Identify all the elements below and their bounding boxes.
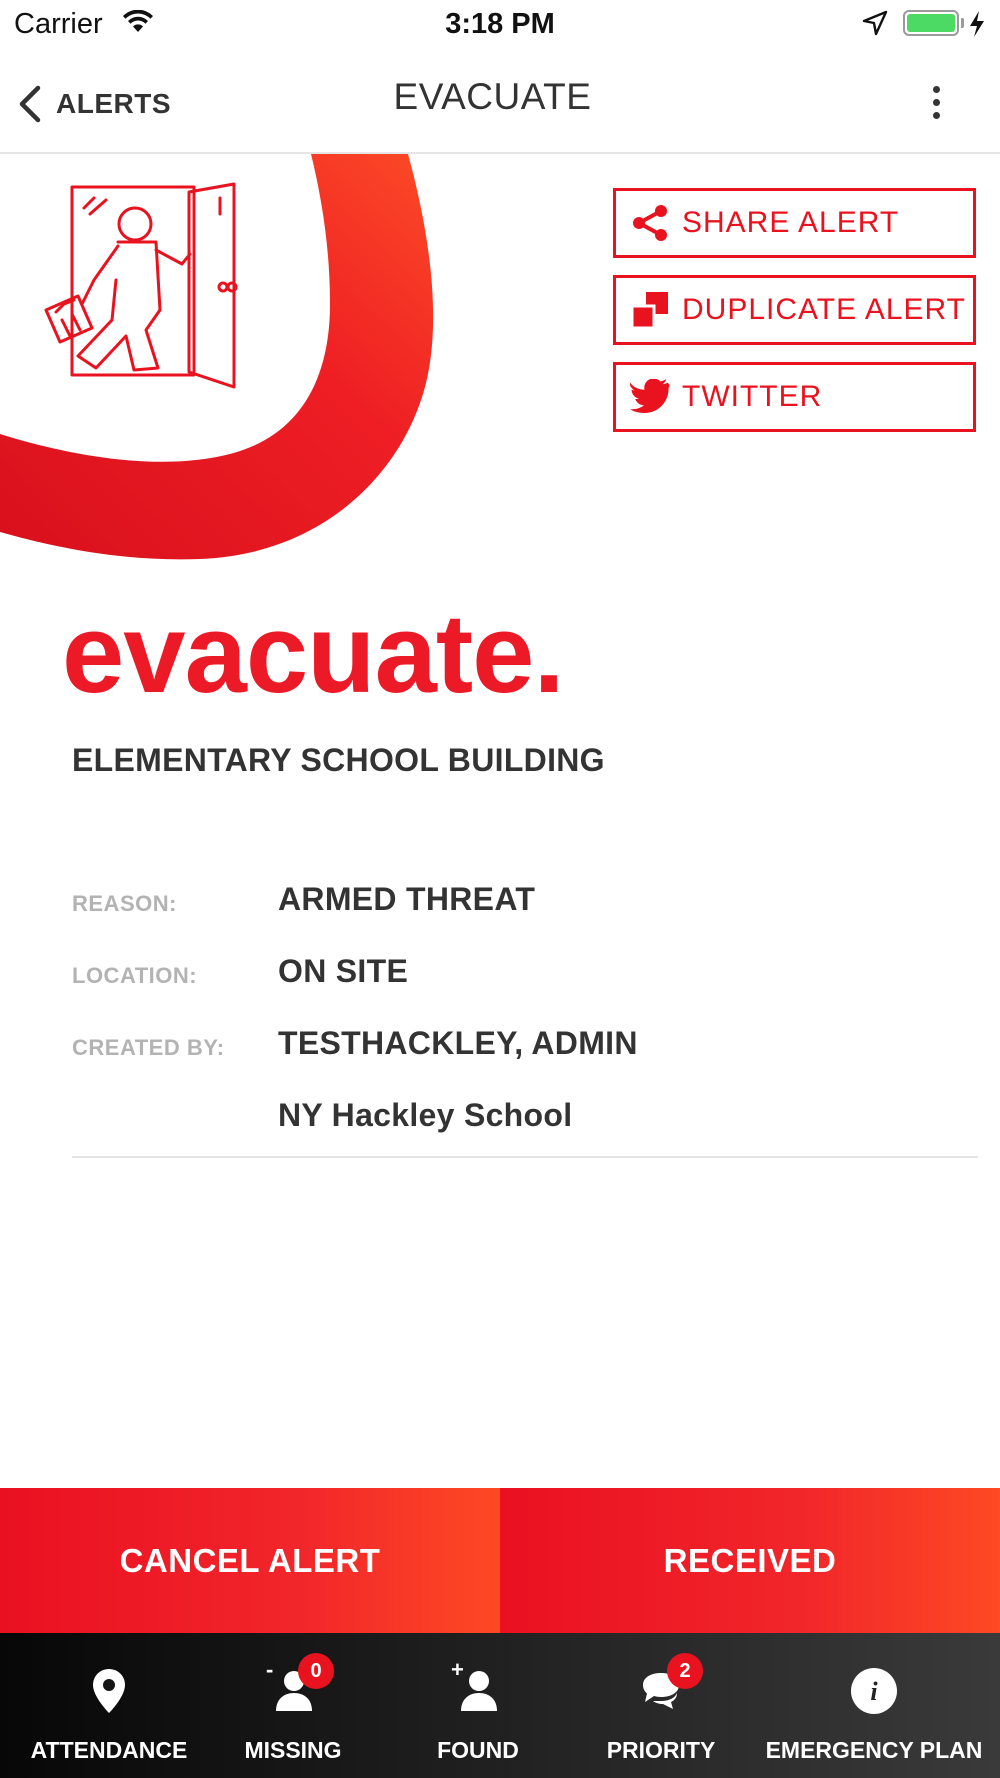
share-alert-label: SHARE ALERT xyxy=(682,206,900,239)
chat-bubbles-icon xyxy=(639,1659,691,1721)
back-label: ALERTS xyxy=(56,88,171,119)
location-pin-icon xyxy=(92,1661,126,1721)
carrier-label: Carrier xyxy=(14,8,103,40)
plus-sign: + xyxy=(451,1657,464,1682)
battery-icon xyxy=(903,10,959,36)
location-label: LOCATION: xyxy=(72,963,198,988)
info-icon xyxy=(850,1661,898,1721)
tab-label-attendance: ATTENDANCE xyxy=(30,1737,188,1763)
duplicate-alert-button[interactable] xyxy=(613,275,976,345)
tab-label-emergency-plan: EMERGENCY PLAN xyxy=(765,1737,983,1763)
tab-label-found: FOUND xyxy=(437,1737,519,1763)
share-icon xyxy=(628,201,672,245)
tab-bar xyxy=(0,1633,1000,1778)
tab-attendance[interactable] xyxy=(0,1633,218,1778)
person-plus-icon xyxy=(451,1657,499,1721)
duplicate-alert-label: DUPLICATE ALERT xyxy=(682,293,966,326)
received-button[interactable]: RECEIVED xyxy=(500,1488,1000,1633)
svg-text:i: i xyxy=(870,1677,878,1706)
created-by-value: TESTHACKLEY, ADMIN xyxy=(278,1025,638,1061)
status-bar xyxy=(0,0,1000,50)
alert-headline: evacuate. xyxy=(62,591,564,716)
tab-found[interactable] xyxy=(398,1633,558,1778)
more-options-icon[interactable] xyxy=(918,78,954,126)
minus-sign: - xyxy=(266,1657,274,1682)
details-divider xyxy=(72,1156,978,1158)
priority-badge: 2 xyxy=(667,1653,703,1689)
building-name: ELEMENTARY SCHOOL BUILDING xyxy=(72,742,605,778)
tab-missing[interactable] xyxy=(218,1633,368,1778)
clock: 3:18 PM xyxy=(445,8,555,40)
school-name: NY Hackley School xyxy=(278,1097,573,1133)
twitter-label: TWITTER xyxy=(682,380,823,413)
duplicate-icon xyxy=(628,288,672,332)
twitter-button[interactable] xyxy=(613,362,976,432)
tab-label-priority: PRIORITY xyxy=(606,1737,716,1763)
evacuate-person-icon xyxy=(34,180,244,400)
share-alert-button[interactable] xyxy=(613,188,976,258)
location-value: ON SITE xyxy=(278,953,409,989)
nav-bar xyxy=(0,50,1000,154)
reason-label: REASON: xyxy=(72,891,177,916)
missing-badge: 0 xyxy=(298,1653,334,1689)
person-minus-icon xyxy=(266,1657,322,1721)
twitter-icon xyxy=(628,375,672,419)
battery-tip xyxy=(961,18,964,28)
page-title: EVACUATE xyxy=(393,76,592,117)
tab-emergency-plan[interactable] xyxy=(758,1633,990,1778)
tab-label-missing: MISSING xyxy=(244,1737,342,1763)
charging-bolt-icon xyxy=(968,10,986,43)
tab-priority[interactable] xyxy=(588,1633,734,1778)
created-by-label: CREATED BY: xyxy=(72,1035,225,1060)
cancel-alert-button[interactable]: CANCEL ALERT xyxy=(0,1488,500,1633)
location-arrow-icon xyxy=(862,10,888,41)
reason-value: ARMED THREAT xyxy=(278,881,536,917)
